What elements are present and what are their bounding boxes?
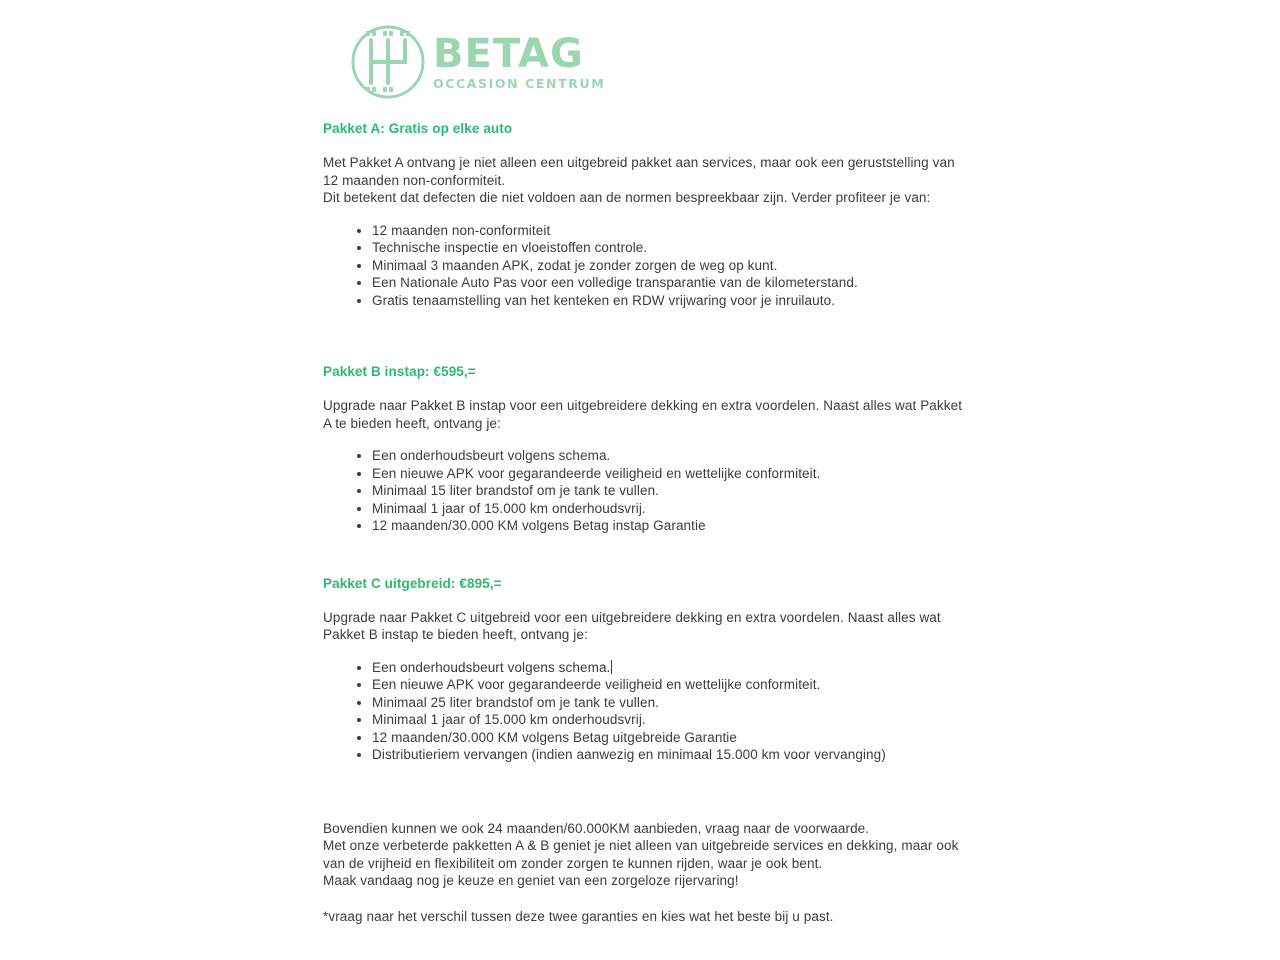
pakket-a-heading: Pakket A: Gratis op elke auto xyxy=(323,121,513,136)
bullet-item: • Gratis tenaamstelling van het kenteken en RDW vrijwaring voor je inruilauto. xyxy=(372,292,968,310)
bullet-item: • Minimaal 3 maanden APK, zodat je zonder zorgen de weg op kunt. xyxy=(372,257,968,275)
section-pakket-a xyxy=(323,120,968,309)
section-pakket-c xyxy=(323,575,968,764)
bullet-item: • Een nieuwe APK voor gegarandeerde veiligheid en wettelijke conformiteit. xyxy=(372,676,968,694)
gear-shift-icon xyxy=(348,22,428,102)
closing-paragraph xyxy=(323,820,968,890)
bullet-text: Een onderhoudsbeurt volgens schema. xyxy=(372,659,611,675)
brand-name: BETAG xyxy=(433,31,584,77)
brand-logo xyxy=(348,22,968,102)
pakket-c-intro xyxy=(323,609,968,644)
bullet-item: • Minimaal 25 liter brandstof om je tank te vullen. xyxy=(372,694,968,712)
paragraph-line: Bovendien kunnen we ook 24 maanden/60.000KM aanbieden, vraag naar de voorwaarde. xyxy=(323,820,870,836)
bullet-item: • Een onderhoudsbeurt volgens schema. xyxy=(372,447,968,465)
paragraph-line: Upgrade naar Pakket B instap voor een uitgebreidere dekking en extra voordelen. Naast alles wat Pakket A te bieden heeft, ontvang je: xyxy=(323,398,963,431)
bullet-item: • 12 maanden/30.000 KM volgens Betag instap Garantie xyxy=(372,517,968,535)
closing-block xyxy=(323,820,968,926)
section-pakket-b xyxy=(323,363,968,535)
brand-text-block xyxy=(433,33,605,91)
paragraph-line: Maak vandaag nog je keuze en geniet van een zorgeloze rijervaring! xyxy=(323,873,739,888)
bullet-item: • Minimaal 15 liter brandstof om je tank te vullen. xyxy=(372,482,968,500)
text-cursor xyxy=(611,660,612,674)
pakket-a-intro xyxy=(323,154,968,207)
bullet-item: • Minimaal 1 jaar of 15.000 km onderhoudsvrij. xyxy=(372,500,968,518)
bullet-item: • Een nieuwe APK voor gegarandeerde veiligheid en wettelijke conformiteit. xyxy=(372,465,968,483)
pakket-b-heading: Pakket B instap: €595,= xyxy=(323,364,476,379)
pakket-b-bullet-list xyxy=(323,447,968,535)
bullet-item: • Technische inspectie en vloeistoffen controle. xyxy=(372,239,968,257)
pakket-b-intro xyxy=(323,397,968,432)
pakket-c-heading: Pakket C uitgebreid: €895,= xyxy=(323,575,502,591)
paragraph-line: Upgrade naar Pakket C uitgebreid voor een uitgebreidere dekking en extra voordelen. Naast alles wat Pakket B instap te bieden heeft, ontvang je: xyxy=(323,609,941,642)
paragraph-line: Dit betekent dat defecten die niet voldoen aan de normen bespreekbaar zijn. Verder profiteer je van: xyxy=(323,190,931,205)
bullet-item: • 12 maanden non-conformiteit xyxy=(372,222,968,240)
bullet-item: • 12 maanden/30.000 KM volgens Betag uitgebreide Garantie xyxy=(372,729,968,747)
bullet-item: • Een Nationale Auto Pas voor een volledige transparantie van de kilometerstand. xyxy=(372,274,968,292)
bullet-item: • Distributieriem vervangen (indien aanwezig en minimaal 15.000 km voor vervanging) xyxy=(372,746,968,764)
bullet-item xyxy=(372,659,968,677)
footnote: *vraag naar het verschil tussen deze twee garanties en kies wat het beste bij u past. xyxy=(323,908,834,924)
document-content xyxy=(323,22,968,925)
pakket-c-bullet-list xyxy=(323,659,968,764)
paragraph-line: Met onze verbeterde pakketten A & B geniet je niet alleen van uitgebreide services en dekking, maar ook van de vrijheid en flexibiliteit om zonder zorgen te kunnen rijden, waar je ook bent. xyxy=(323,838,959,871)
brand-subtitle: OCCASION CENTRUM xyxy=(433,76,606,91)
paragraph-line: Met Pakket A ontvang je niet alleen een uitgebreid pakket aan services, maar ook een geruststelling van 12 maanden non-conformiteit. xyxy=(323,155,955,188)
pakket-a-bullet-list xyxy=(323,222,968,310)
bullet-item: • Minimaal 1 jaar of 15.000 km onderhoudsvrij. xyxy=(372,711,968,729)
